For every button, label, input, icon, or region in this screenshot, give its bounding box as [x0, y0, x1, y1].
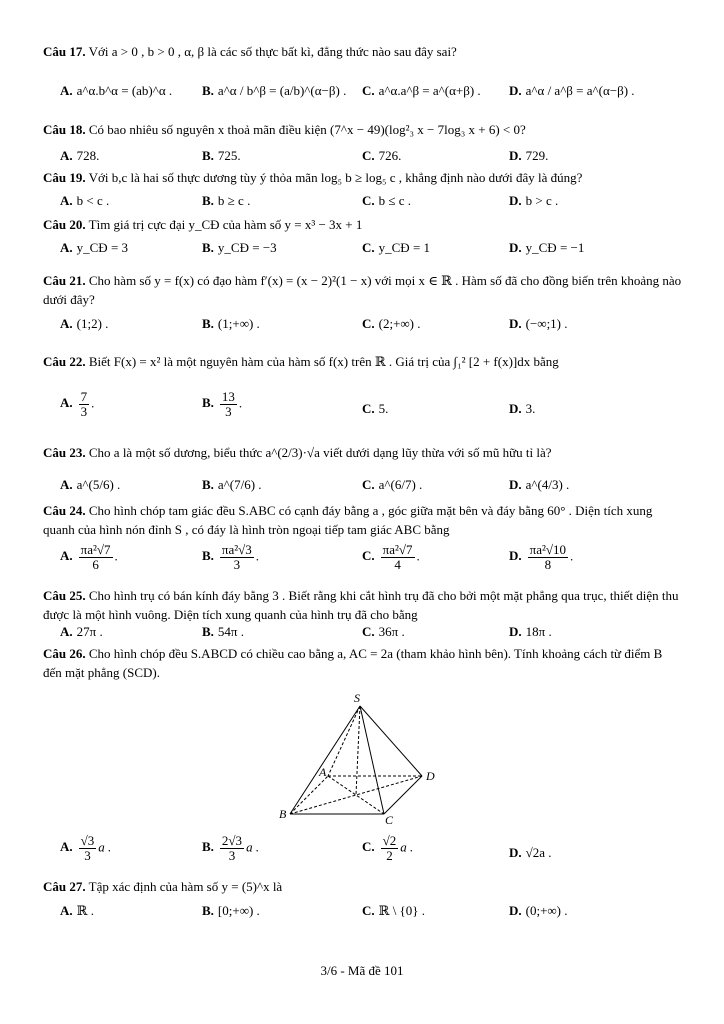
option-d[interactable]: D. y_CĐ = −1: [509, 240, 585, 255]
label-a: A: [319, 765, 327, 779]
question-text: Biết F(x) = x² là một nguyên hàm của hàm số f(x) trên ℝ . Giá trị của ∫₁² [2 + f(x)]dx bằng: [88, 354, 559, 369]
option-d[interactable]: D. a^(4/3) .: [509, 477, 570, 492]
option-b[interactable]: B. $\frac{2√3}{3}$ a .: [202, 833, 260, 863]
option-a[interactable]: A. $\frac{√3}{3}$ a .: [60, 833, 112, 863]
question-text: Tập xác định của hàm số y = (5)^x là: [88, 879, 283, 894]
option-b[interactable]: B. y_CĐ = −3: [202, 240, 277, 255]
question-text: Với b,c là hai số thực dương tùy ý thỏa mãn log₅ b ≥ log₅ c , khẳng định nào dưới đây là đúng?: [88, 170, 583, 185]
option-a[interactable]: A. $\frac{\text{πa²√7}}{6}$ .: [60, 542, 118, 572]
option-a[interactable]: A. ℝ .: [60, 903, 94, 918]
option-c[interactable]: C. a^(6/7) .: [362, 477, 423, 492]
option-b[interactable]: B. (1;+∞) .: [202, 316, 260, 331]
option-b[interactable]: B. $\frac{13}{3}$ .: [202, 389, 243, 419]
option-d[interactable]: D. $\frac{\text{πa²√10}}{8}$ .: [509, 542, 574, 572]
option-a[interactable]: A. y_CĐ = 3: [60, 240, 129, 255]
question-number: Câu 22.: [43, 354, 86, 369]
option-a[interactable]: A. 27π .: [60, 624, 103, 639]
question-text: Cho hình chóp tam giác đều S.ABC có cạnh đáy bằng a , góc giữa mặt bên và đáy bằng 60° . Diện tích xung quanh của hình nón đỉnh S , có đáy là hình tròn ngoại tiếp tam giác ABC bằng: [43, 503, 653, 537]
option-b[interactable]: B. a^(7/6) .: [202, 477, 262, 492]
question-text: Cho hình trụ có bán kính đáy bằng 3 . Biết rằng khi cắt hình trụ đã cho bởi một mặt phẳng qua trục, thiết diện thu được là một hình vuông. Diện tích xung quanh của hình trụ đã cho bằng: [43, 588, 679, 622]
option-d[interactable]: D. a^α / a^β = a^(α−β) .: [509, 83, 635, 98]
option-d[interactable]: D. b > c .: [509, 193, 559, 208]
options-19: [0, 193, 724, 213]
option-c[interactable]: C. y_CĐ = 1: [362, 240, 431, 255]
options-27: [0, 903, 724, 923]
option-b[interactable]: B. 54π .: [202, 624, 244, 639]
question-number: Câu 20.: [43, 217, 86, 232]
question-22: [43, 352, 683, 371]
options-22: [0, 390, 724, 430]
option-c[interactable]: C. a^α.a^β = a^(α+β) .: [362, 83, 481, 98]
label-d: D: [426, 769, 435, 783]
option-c[interactable]: C. 5.: [362, 401, 389, 416]
question-text: Cho hàm số y = f(x) có đạo hàm f′(x) = (x − 2)²(1 − x) với mọi x ∈ ℝ . Hàm số đã cho đồng biến trên khoảng nào dưới đây?: [43, 273, 682, 307]
options-24: [0, 543, 724, 583]
options-17: [0, 83, 724, 103]
option-b[interactable]: B. $\frac{\text{πa²√3}}{3}$ .: [202, 542, 260, 572]
option-c[interactable]: C. b ≤ c .: [362, 193, 412, 208]
question-20: [43, 215, 683, 234]
option-a[interactable]: A. b < c .: [60, 193, 110, 208]
question-text: Cho hình chóp đều S.ABCD có chiều cao bằng a, AC = 2a (tham khảo hình bên). Tính khoảng cách từ điểm B đến mặt phẳng (SCD).: [43, 646, 663, 680]
question-number: Câu 21.: [43, 273, 86, 288]
option-b[interactable]: B. b ≥ c .: [202, 193, 251, 208]
question-26: [43, 644, 683, 682]
question-17: [43, 42, 683, 61]
option-b[interactable]: B. 725.: [202, 148, 241, 163]
option-a[interactable]: A. 728.: [60, 148, 100, 163]
option-c[interactable]: C. 36π .: [362, 624, 405, 639]
option-d[interactable]: D. √2a .: [509, 845, 552, 860]
options-23: [0, 477, 724, 497]
question-number: Câu 23.: [43, 445, 86, 460]
option-c[interactable]: C. $\frac{√2}{2}$ a .: [362, 833, 414, 863]
options-18: [0, 148, 724, 168]
question-19: [43, 168, 683, 187]
option-c[interactable]: C. ℝ \ {0} .: [362, 903, 426, 918]
option-c[interactable]: C. $\frac{\text{πa²√7}}{4}$ .: [362, 542, 420, 572]
question-27: [43, 877, 683, 896]
question-number: Câu 18.: [43, 122, 86, 137]
option-a[interactable]: A. a^α.b^α = (ab)^α .: [60, 83, 173, 98]
question-number: Câu 26.: [43, 646, 86, 661]
question-24: [43, 501, 683, 539]
option-d[interactable]: D. 18π .: [509, 624, 552, 639]
option-d[interactable]: D. 3.: [509, 401, 536, 416]
question-text: Cho a là một số dương, biểu thức a^(2/3)·√a viết dưới dạng lũy thừa với số mũ hữu tỉ là?: [88, 445, 552, 460]
page-footer: 3/6 - Mã đề 101: [320, 963, 404, 978]
options-26: [0, 834, 724, 874]
option-a[interactable]: A. (1;2) .: [60, 316, 109, 331]
question-25: [43, 586, 683, 624]
option-b[interactable]: B. [0;+∞) .: [202, 903, 260, 918]
question-text: Với a > 0 , b > 0 , α, β là các số thực bất kì, đẳng thức nào sau đây sai?: [88, 44, 457, 59]
question-number: Câu 25.: [43, 588, 86, 603]
option-a[interactable]: A. a^(5/6) .: [60, 477, 121, 492]
option-d[interactable]: D. (0;+∞) .: [509, 903, 568, 918]
option-d[interactable]: D. 729.: [509, 148, 549, 163]
label-c: C: [385, 813, 394, 825]
question-18: [43, 120, 683, 139]
label-s: S: [354, 691, 360, 705]
option-d[interactable]: D. (−∞;1) .: [509, 316, 568, 331]
question-21: [43, 271, 683, 309]
question-number: Câu 27.: [43, 879, 86, 894]
options-20: [0, 240, 724, 260]
options-21: [0, 316, 724, 336]
option-c[interactable]: C. (2;+∞) .: [362, 316, 421, 331]
option-c[interactable]: C. 726.: [362, 148, 402, 163]
question-number: Câu 19.: [43, 170, 86, 185]
option-b[interactable]: B. a^α / b^β = (a/b)^(α−β) .: [202, 83, 347, 98]
question-23: [43, 443, 683, 462]
option-a[interactable]: A. $\frac{7}{3}$ .: [60, 389, 95, 419]
options-25: [0, 624, 724, 644]
question-text: Tìm giá trị cực đại y_CĐ của hàm số y = x³ − 3x + 1: [88, 217, 363, 232]
label-b: B: [279, 807, 287, 821]
pyramid-figure: [270, 690, 450, 825]
question-number: Câu 17.: [43, 44, 86, 59]
question-text: Có bao nhiêu số nguyên x thoả mãn điều kiện (7^x − 49)(log²₃ x − 7log₃ x + 6) < 0?: [88, 122, 526, 137]
question-number: Câu 24.: [43, 503, 86, 518]
